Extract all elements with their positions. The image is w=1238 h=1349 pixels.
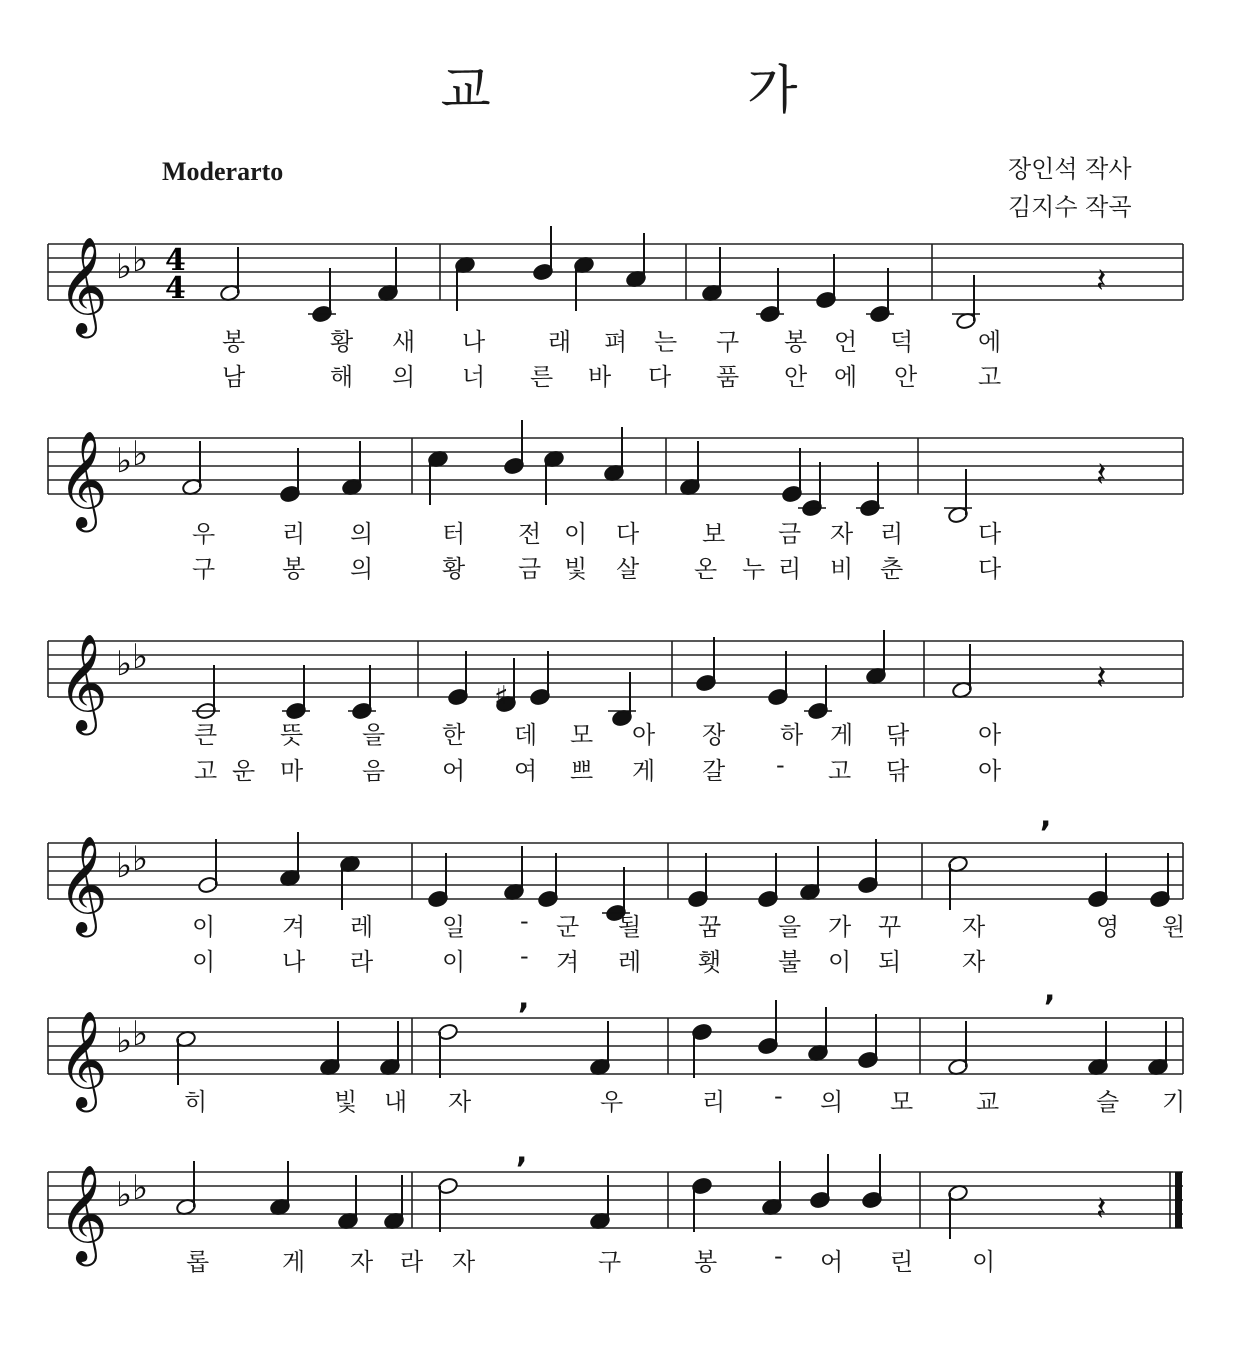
lyric-syllable: 남 xyxy=(222,363,246,391)
lyric-syllable: 자 xyxy=(452,1248,476,1276)
final-barline-thick xyxy=(1175,1172,1182,1228)
lyric-syllable: 는 xyxy=(654,328,678,356)
lyric-syllable: 금 xyxy=(518,555,542,583)
flat-icon: ♭ xyxy=(132,1014,149,1054)
lyric-syllable: 른 xyxy=(530,363,554,391)
lyric-syllable: 구 xyxy=(598,1248,622,1276)
lyric-syllable: 게 xyxy=(282,1248,306,1276)
lyric-syllable: 가 xyxy=(828,913,852,941)
lyric-syllable: - xyxy=(520,942,529,970)
breath-mark-icon: , xyxy=(1040,799,1052,834)
lyric-syllable: 이 xyxy=(972,1248,996,1276)
lyric-syllable: 구 xyxy=(716,328,740,356)
lyric-syllable: 품 xyxy=(716,363,740,391)
lyric-syllable: 을 xyxy=(362,721,386,749)
lyric-syllable: 리 xyxy=(880,520,904,548)
lyric-syllable: 안 xyxy=(784,363,808,391)
lyric-syllable: 의 xyxy=(350,555,374,583)
lyric-syllable: 음 xyxy=(362,757,386,785)
lyric-syllable: 우 xyxy=(192,520,216,548)
lyric-syllable: 빛 xyxy=(564,555,588,583)
lyric-syllable: 구 xyxy=(192,555,216,583)
lyric-syllable: 덕 xyxy=(890,328,914,356)
breath-mark-icon: , xyxy=(1044,973,1056,1008)
lyric-syllable: 고 xyxy=(828,757,852,785)
lyric-syllable: - xyxy=(520,907,529,935)
lyric-syllable: 나 xyxy=(282,948,306,976)
lyric-syllable: 래 xyxy=(548,328,572,356)
lyric-syllable: 봉 xyxy=(282,555,306,583)
lyric-syllable: 의 xyxy=(392,363,416,391)
treble-clef-icon: 𝄞 xyxy=(58,1010,108,1108)
lyric-syllable: 춘 xyxy=(880,555,904,583)
flat-icon: ♭ xyxy=(116,1021,133,1061)
lyric-syllable: 빛 xyxy=(334,1088,358,1116)
lyric-syllable: 마 xyxy=(280,757,304,785)
lyric-syllable: 의 xyxy=(820,1088,844,1116)
lyric-syllable: 봉 xyxy=(222,328,246,356)
lyric-syllable: 운 xyxy=(232,757,256,785)
lyric-syllable: 자 xyxy=(962,948,986,976)
song-title: 교 가 xyxy=(440,61,918,121)
lyric-syllable: 불 xyxy=(778,948,802,976)
lyric-syllable: 린 xyxy=(890,1248,914,1276)
treble-clef-icon: 𝄞 xyxy=(58,430,108,528)
lyric-syllable: 리 xyxy=(778,555,802,583)
lyric-syllable: 라 xyxy=(350,948,374,976)
lyric-syllable: 이 xyxy=(192,948,216,976)
lyric-syllable: 꿈 xyxy=(698,913,722,941)
lyric-syllable: 되 xyxy=(878,948,902,976)
quarter-rest-icon: 𝄽 xyxy=(1096,658,1107,698)
lyric-syllable: 이 xyxy=(564,520,588,548)
lyric-syllable: 고 xyxy=(978,363,1002,391)
lyric-syllable: 게 xyxy=(830,721,854,749)
lyric-syllable: 황 xyxy=(330,328,354,356)
breath-mark-icon: , xyxy=(518,981,530,1016)
flat-icon: ♭ xyxy=(132,1168,149,1208)
lyric-syllable: 누 xyxy=(742,555,766,583)
lyric-syllable: 우 xyxy=(600,1088,624,1116)
flat-icon: ♭ xyxy=(116,441,133,481)
lyric-syllable: 고 xyxy=(194,757,218,785)
lyric-syllable: 장 xyxy=(702,721,726,749)
lyric-syllable: 롭 xyxy=(186,1248,210,1276)
quarter-rest-icon: 𝄽 xyxy=(1096,455,1107,495)
lyric-syllable: 겨 xyxy=(282,913,306,941)
lyric-syllable: 에 xyxy=(834,363,858,391)
treble-clef-icon: 𝄞 xyxy=(58,1164,108,1262)
flat-icon: ♭ xyxy=(116,1175,133,1215)
lyric-syllable: 나 xyxy=(462,328,486,356)
lyric-syllable: 아 xyxy=(978,721,1002,749)
lyric-syllable: 비 xyxy=(830,555,854,583)
lyric-syllable: 큰 xyxy=(194,721,218,749)
treble-clef-icon: 𝄞 xyxy=(58,236,108,334)
lyric-syllable: 모 xyxy=(570,721,594,749)
sharp-icon: ♯ xyxy=(494,680,509,715)
lyric-syllable: 다 xyxy=(978,555,1002,583)
lyric-syllable: 리 xyxy=(702,1088,726,1116)
lyric-syllable: 자 xyxy=(830,520,854,548)
lyric-syllable: 일 xyxy=(442,913,466,941)
lyric-syllable: 자 xyxy=(350,1248,374,1276)
lyric-syllable: 여 xyxy=(514,757,538,785)
breath-mark-icon: , xyxy=(516,1135,528,1170)
lyric-syllable: 기 xyxy=(1162,1088,1186,1116)
lyric-syllable: 살 xyxy=(616,555,640,583)
flat-icon: ♭ xyxy=(116,846,133,886)
lyric-syllable: 아 xyxy=(978,757,1002,785)
lyric-syllable: 모 xyxy=(890,1088,914,1116)
lyric-syllable: 의 xyxy=(350,520,374,548)
lyric-syllable: 봉 xyxy=(784,328,808,356)
lyric-syllable: - xyxy=(774,1242,783,1270)
flat-icon: ♭ xyxy=(132,637,149,677)
lyric-syllable: 히 xyxy=(184,1088,208,1116)
flat-icon: ♭ xyxy=(116,644,133,684)
lyric-syllable: 슬 xyxy=(1096,1088,1120,1116)
lyric-syllable: 언 xyxy=(834,328,858,356)
flat-icon: ♭ xyxy=(132,839,149,879)
lyric-syllable: 하 xyxy=(780,721,804,749)
lyricist-credit: 장인석 작사 xyxy=(1008,155,1132,183)
lyric-syllable: 새 xyxy=(392,328,416,356)
lyric-syllable: 리 xyxy=(282,520,306,548)
lyric-syllable: 안 xyxy=(894,363,918,391)
lyric-syllable: 닦 xyxy=(886,721,910,749)
lyric-syllable: 레 xyxy=(350,913,374,941)
lyric-syllable: 온 xyxy=(694,555,718,583)
lyric-syllable: 너 xyxy=(462,363,486,391)
lyric-syllable: 이 xyxy=(828,948,852,976)
lyric-syllable: 터 xyxy=(442,520,466,548)
lyric-syllable: 다 xyxy=(648,363,672,391)
lyric-syllable: 라 xyxy=(400,1248,424,1276)
lyric-syllable: 쁘 xyxy=(570,757,594,785)
lyric-syllable: 겨 xyxy=(556,948,580,976)
lyric-syllable: 에 xyxy=(978,328,1002,356)
flat-icon: ♭ xyxy=(116,247,133,287)
flat-icon: ♭ xyxy=(132,240,149,280)
lyric-syllable: 닦 xyxy=(886,757,910,785)
treble-clef-icon: 𝄞 xyxy=(58,633,108,731)
lyric-syllable: 꾸 xyxy=(878,913,902,941)
lyric-syllable: 이 xyxy=(192,913,216,941)
lyric-syllable: 바 xyxy=(588,363,612,391)
lyric-syllable: 다 xyxy=(616,520,640,548)
lyric-syllable: 금 xyxy=(778,520,802,548)
lyric-syllable: 자 xyxy=(448,1088,472,1116)
lyric-syllable: 군 xyxy=(556,913,580,941)
time-signature-denominator: 4 xyxy=(165,271,186,306)
time-signature-numerator: 4 xyxy=(165,243,186,278)
lyric-syllable: 어 xyxy=(820,1248,844,1276)
lyric-syllable: 교 xyxy=(976,1088,1000,1116)
lyric-syllable: 전 xyxy=(518,520,542,548)
composer-credit: 김지수 작곡 xyxy=(1008,193,1132,221)
lyric-syllable: 아 xyxy=(632,721,656,749)
tempo-marking: Moderarto xyxy=(162,157,284,186)
lyric-syllable: 다 xyxy=(978,520,1002,548)
lyric-syllable: 보 xyxy=(702,520,726,548)
lyric-syllable: 이 xyxy=(442,948,466,976)
lyric-syllable: - xyxy=(774,1082,783,1110)
flat-icon: ♭ xyxy=(132,434,149,474)
quarter-rest-icon: 𝄽 xyxy=(1096,261,1107,301)
lyric-syllable: 횃 xyxy=(698,948,722,976)
lyric-syllable: 영 xyxy=(1096,913,1120,941)
lyric-syllable: 레 xyxy=(618,948,642,976)
lyric-syllable: 갈 xyxy=(702,757,726,785)
lyric-syllable: 을 xyxy=(778,913,802,941)
quarter-rest-icon: 𝄽 xyxy=(1096,1189,1107,1229)
lyric-syllable: - xyxy=(776,751,785,779)
lyric-syllable: 게 xyxy=(632,757,656,785)
lyric-syllable: 어 xyxy=(442,757,466,785)
lyric-syllable: 데 xyxy=(514,721,538,749)
lyric-syllable: 될 xyxy=(618,913,642,941)
lyric-syllable: 내 xyxy=(384,1088,408,1116)
lyric-syllable: 해 xyxy=(330,363,354,391)
lyric-syllable: 황 xyxy=(442,555,466,583)
treble-clef-icon: 𝄞 xyxy=(58,835,108,933)
lyric-syllable: 뜻 xyxy=(280,721,304,749)
lyric-syllable: 봉 xyxy=(694,1248,718,1276)
lyric-syllable: 자 xyxy=(962,913,986,941)
lyric-syllable: 한 xyxy=(442,721,466,749)
lyric-syllable: 원 xyxy=(1162,913,1186,941)
lyric-syllable: 펴 xyxy=(604,328,628,356)
